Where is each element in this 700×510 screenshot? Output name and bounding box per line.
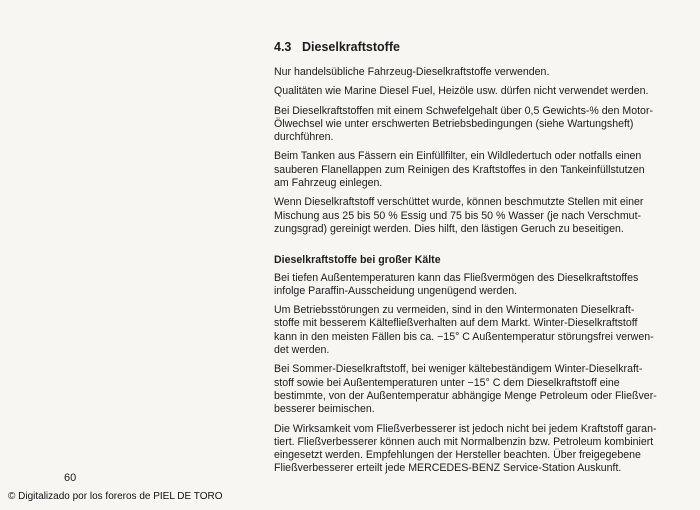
paragraph: Bei tiefen Außentemperaturen kann das Fließvermögen des Dieselkraftstoffes infolge Paraffin-Ausscheidung ungenügend werden.	[274, 271, 639, 297]
subsection-title: Dieselkraftstoffe bei großer Kälte	[274, 254, 441, 267]
section-number: 4.3	[274, 40, 292, 54]
section-heading	[274, 40, 674, 54]
section-title: Dieselkraftstoffe	[302, 40, 400, 54]
paragraph: Nur handelsübliche Fahrzeug-Dieselkraftstoffe verwenden.	[274, 66, 550, 78]
paragraph: Bei Sommer-Dieselkraftstoff, bei weniger kältebeständigem Winter-Dieselkraft- stoff sowie bei Außentemperaturen unter −15° C dem Dieselkraftstoff eine bestimmte, von der Außentemperatur abhängige Menge Petroleum oder Fließver- besserer beimischen.	[274, 363, 657, 416]
paragraph: Qualitäten wie Marine Diesel Fuel, Heizöle usw. dürfen nicht verwendet werden.	[274, 85, 649, 98]
paragraph: Wenn Dieselkraftstoff verschüttet wurde, können beschmutzte Stellen mit einer Mischung aus 25 bis 50 % Essig und 75 bis 50 % Wasser (je nach Verschmut- zungsgrad) gereinigt werden. Dies hilft, den lästigen Geruch zu beseitigen.	[274, 196, 644, 235]
paragraph: Um Betriebsstörungen zu vermeiden, sind in den Wintermonaten Dieselkraft- stoffe mit besserem Kältefließverhalten auf dem Markt. Winter-Dieselkraftstoff kann in den meisten Fällen bis ca. −15° C Außentemperatur störungsfrei verwen- det werden.	[274, 304, 654, 357]
page-number: 60	[64, 472, 77, 484]
paragraph: Bei Dieselkraftstoffen mit einem Schwefelgehalt über 0,5 Gewichts-% den Motor- Ölwechsel wie unter erschwerten Betriebsbedingungen (siehe Wartungsheft) durchführen.	[274, 104, 654, 144]
footer-credit: © Digitalizado por los foreros de PIEL DE TORO	[8, 491, 223, 502]
paragraph: Beim Tanken aus Fässern ein Einfüllfilter, ein Wildledertuch oder notfalls einen sauberen Flanellappen zum Reinigen des Kraftstoffes in den Tankeinfüllstutzen am Fahrzeug einlegen.	[274, 150, 645, 190]
page-content	[274, 40, 674, 482]
paragraph: Die Wirksamkeit vom Fließverbesserer ist jedoch nicht bei jedem Kraftstoff garan- tiert. Fließverbesserer können auch mit Normalbenzin bzw. Petroleum kombiniert eingesetzt werden. Empfehlungen der Hersteller beachten. Über freigegebene Fließverbesserer erteilt jede MERCEDES-BENZ Service-Station Auskunft.	[274, 422, 657, 475]
